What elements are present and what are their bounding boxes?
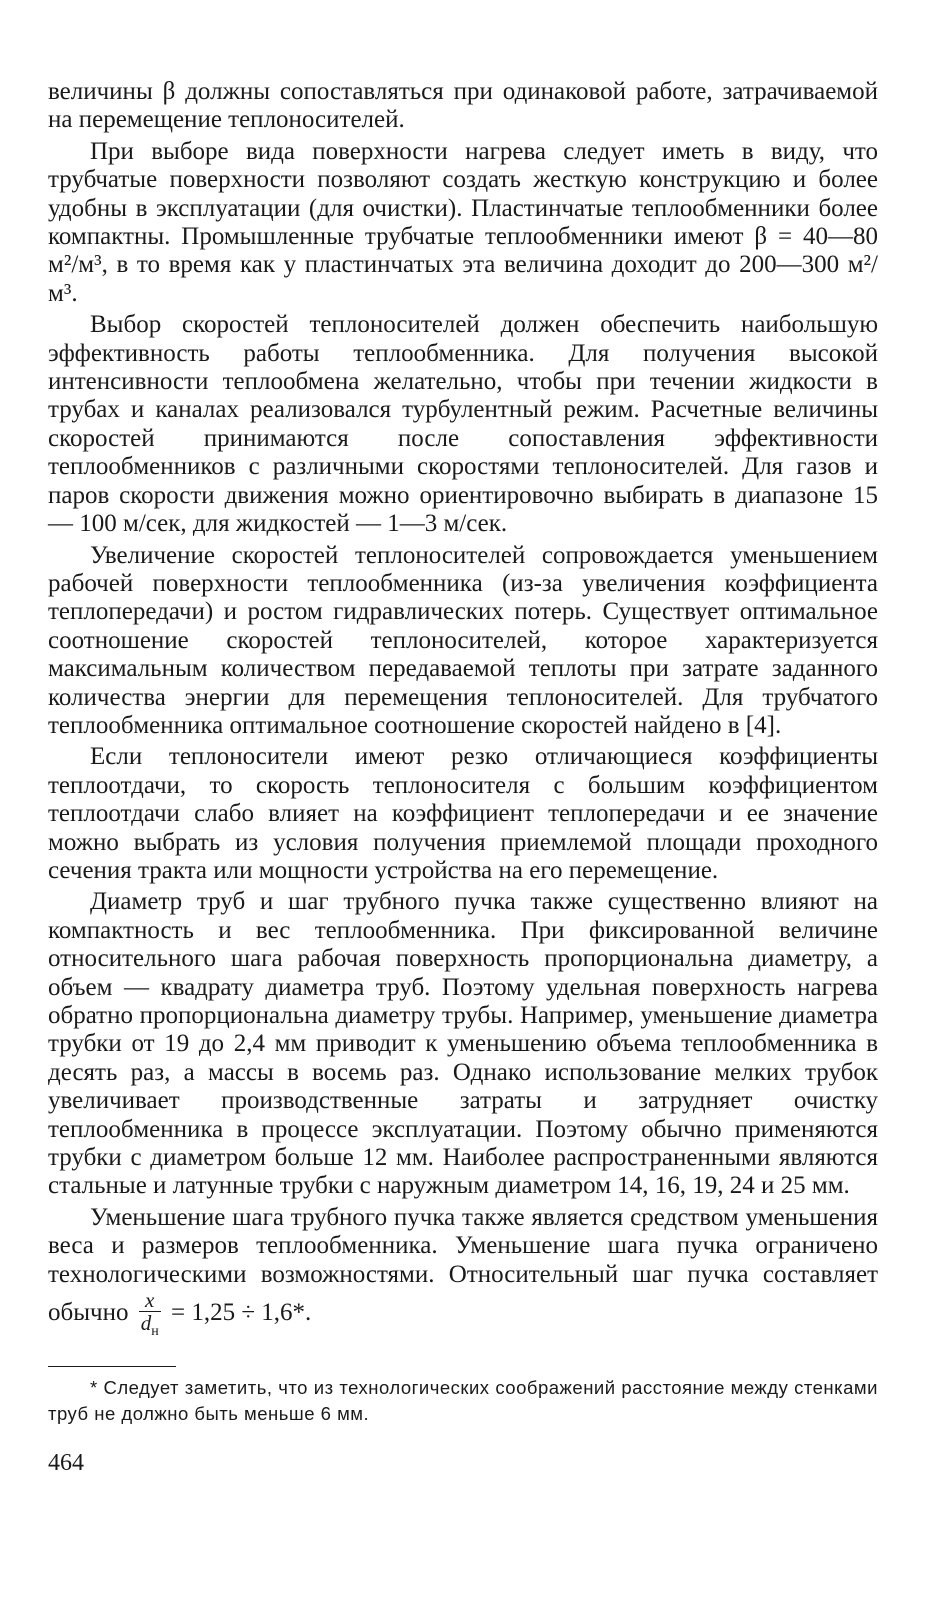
fraction-numerator: x <box>139 1289 161 1312</box>
paragraph-2: При выборе вида поверхности нагрева следует иметь в виду, что трубчатые поверхности позволяют создать жесткую конструкцию и более удобны в эксплуатации (для очистки). Пластинчатые теплообменники более компактны. Промышленные трубчатые теплообменники имеют β = 40—80 м²/м³, в то время как у пластинчатых эта величина доходит до 200—300 м²/м³. <box>48 137 878 307</box>
paragraph-5: Если теплоносители имеют резко отличающиеся коэффициенты теплоотдачи, то скорость теплоносителя с большим коэффициентом теплоотдачи слабо влияет на коэффициент теплопередачи и ее значение можно выбрать из условия получения приемлемой площади проходного сечения тракта или мощности устройства на его перемещение. <box>48 743 878 884</box>
formula-tail: = 1,25 ÷ 1,6*. <box>170 1299 312 1327</box>
pitch-ratio-fraction <box>139 1289 161 1340</box>
fraction-denominator-symbol: d <box>140 1311 152 1336</box>
paragraph-3: Выбор скоростей теплоносителей должен обеспечить наибольшую эффективность работы теплообменника. Для получения высокой интенсивности теплообмена желательно, чтобы при течении жидкости в трубах и каналах реализовался турбулентный режим. Расчетные величины скоростей принимаются после сопоставления эффективности теплообменников с различными скоростями теплоносителей. Для газов и паров скорости движения можно ориентировочно выбирать в диапазоне 15 — 100 м/сек, для жидкостей — 1—3 м/сек. <box>48 311 878 538</box>
paragraph-1: величины β должны сопоставляться при одинаковой работе, затрачиваемой на перемещение теплоносителей. <box>48 78 878 134</box>
paragraph-7 <box>48 1204 878 1340</box>
paragraph-6: Диаметр труб и шаг трубного пучка также существенно влияют на компактность и вес теплообменника. При фиксированной величине относительного шага рабочая поверхность пропорциональна диаметру, а объем — квадрату диаметра труб. Поэтому удельная поверхность нагрева обратно пропорциональна диаметру трубы. Например, уменьшение диаметра трубки от 19 до 2,4 мм приводит к уменьшению объема теплообменника в десять раз, а массы в восемь раз. Однако использование мелких трубок увеличивает производственные затраты и затрудняет очистку теплообменника в процессе эксплуатации. Поэтому обычно применяются трубки с диаметром больше 12 мм. Наиболее распространенными являются стальные и латунные трубки с наружным диаметром 14, 16, 19, 24 и 25 мм. <box>48 888 878 1200</box>
footnote-separator <box>48 1366 176 1367</box>
paragraph-4: Увеличение скоростей теплоносителей сопровождается уменьшением рабочей поверхности теплообменника (из-за увеличения коэффициента теплопередачи) и ростом гидравлических потерь. Существует оптимальное соотношение скоростей теплоносителей, которое характеризуется максимальным количеством передаваемой теплоты при затрате заданного количества энергии для перемещения теплоносителей. Для трубчатого теплообменника оптимальное соотношение скоростей найдено в [4]. <box>48 541 878 739</box>
footnote: * Следует заметить, что из технологических соображений расстояние между стенками труб не должно быть меньше 6 мм. <box>48 1376 878 1424</box>
body-text <box>48 78 878 1340</box>
page-number: 464 <box>48 1450 84 1476</box>
fraction-denominator-subscript: н <box>151 1324 159 1340</box>
paragraph-7-text: Уменьшение шага трубного пучка также является средством уменьшения веса и размеров теплообменника. Уменьшение шага пучка ограничено технологическими возможностями. Относительный шаг пучка составляет обычно <box>48 1203 878 1327</box>
fraction-denominator <box>139 1312 161 1340</box>
